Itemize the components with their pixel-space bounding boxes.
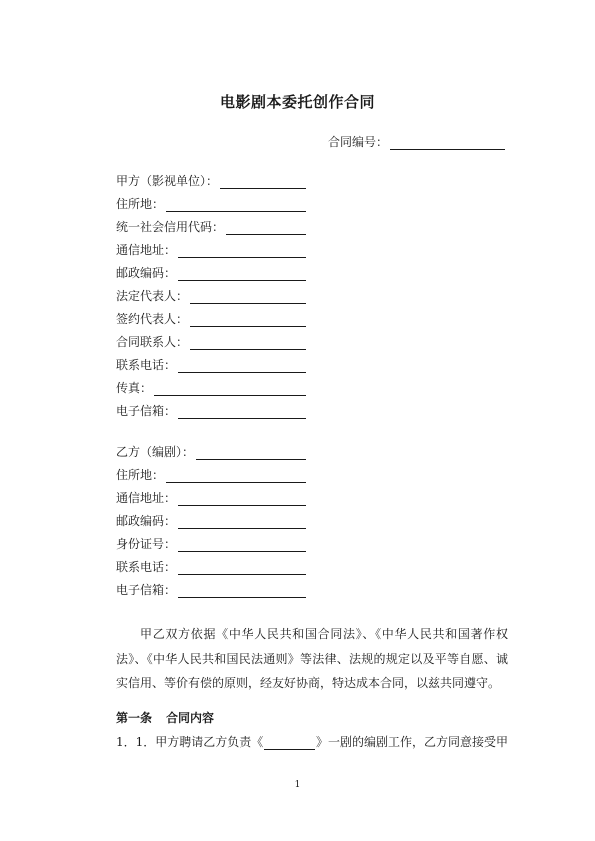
party-a-postcode-label: 邮政编码： [116, 266, 177, 280]
party-b-mailing-address-label: 通信地址： [116, 491, 177, 505]
fill-blank [178, 244, 306, 258]
page-number: 1 [294, 780, 301, 790]
fill-blank [190, 290, 306, 304]
fill-blank [178, 515, 306, 529]
party-b-address-label: 住所地： [116, 468, 165, 482]
party-a-credit-code-field [116, 219, 306, 235]
section-heading [116, 709, 214, 726]
clause-1-1-suffix: 》一剧的编剧工作，乙方同意接受甲 [315, 735, 508, 749]
fill-blank [178, 405, 306, 419]
party-a-signing-rep-field [116, 311, 306, 327]
party-a-contact-label: 合同联系人： [116, 335, 189, 349]
party-b-postcode-label: 邮政编码： [116, 514, 177, 528]
party-a-contact-field [116, 334, 306, 350]
fill-blank [220, 175, 306, 189]
page-title: 电影剧本委托创作合同 [219, 93, 375, 111]
contract-number-line [328, 133, 505, 150]
fill-blank [166, 469, 306, 483]
party-a-email-label: 电子信箱： [116, 404, 177, 418]
fill-blank [154, 382, 306, 396]
party-b-mailing-address-field [116, 490, 306, 506]
fill-blank [178, 584, 306, 598]
party-b-id-number-field [116, 536, 306, 552]
fill-blank [226, 221, 306, 235]
party-b-id-number-label: 身份证号： [116, 537, 177, 551]
clause-1-1-prefix: 1．1．甲方聘请乙方负责《 [116, 735, 264, 749]
party-a-legal-rep-label: 法定代表人： [116, 289, 189, 303]
preamble-paragraph: 甲乙双方依据《中华人民共和国合同法》、《中华人民共和国著作权法》、《中华人民共和国民法通则》等法律、法规的规定以及平等自愿、诚实信用、等价有偿的原则，经友好协商，特达成本合同，以兹共同遵守。 [116, 627, 508, 690]
party-b-email-label: 电子信箱： [116, 583, 177, 597]
fill-blank [178, 538, 306, 552]
fill-blank [178, 492, 306, 506]
party-a-postcode-field [116, 265, 306, 281]
fill-blank [190, 313, 306, 327]
party-a-phone-label: 联系电话： [116, 358, 177, 372]
party-b-address-field [116, 467, 306, 483]
party-b-postcode-field [116, 513, 306, 529]
drama-title-blank [264, 737, 315, 750]
clause-1-1 [116, 733, 508, 750]
party-a-address-label: 住所地： [116, 197, 165, 211]
party-a-mailing-address-field [116, 242, 306, 258]
fill-blank [196, 446, 306, 460]
party-b-name-label: 乙方（编剧）： [116, 445, 195, 459]
fill-blank [178, 561, 306, 575]
party-b-phone-field [116, 559, 306, 575]
party-a-address-field [116, 196, 306, 212]
party-a-signing-rep-label: 签约代表人： [116, 312, 189, 326]
party-b-name-field [116, 444, 306, 460]
party-a-email-field [116, 403, 306, 419]
fill-blank [190, 336, 306, 350]
section-title: 合同内容 [166, 711, 215, 725]
party-a-legal-rep-field [116, 288, 306, 304]
party-a-fax-label: 传真： [116, 381, 153, 395]
party-a-fax-field [116, 380, 306, 396]
contract-number-blank [390, 136, 505, 150]
party-b-email-field [116, 582, 306, 598]
fill-blank [178, 267, 306, 281]
party-a-mailing-address-label: 通信地址： [116, 243, 177, 257]
party-a-name-label: 甲方（影视单位）： [116, 174, 219, 188]
fill-blank [178, 359, 306, 373]
party-b-phone-label: 联系电话： [116, 560, 177, 574]
party-a-credit-code-label: 统一社会信用代码： [116, 220, 225, 234]
party-a-phone-field [116, 357, 306, 373]
section-number: 第一条 [116, 711, 153, 725]
party-a-name-field [116, 173, 306, 189]
fill-blank [166, 198, 306, 212]
contract-number-label: 合同编号： [327, 135, 388, 149]
